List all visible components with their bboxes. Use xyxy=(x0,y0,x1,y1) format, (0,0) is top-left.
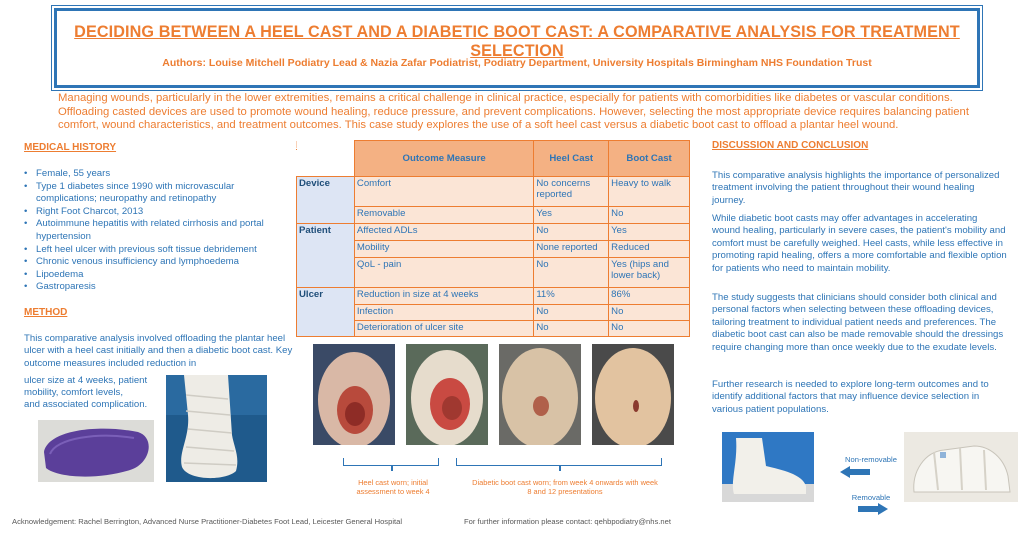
list-item: • Female, 55 years xyxy=(24,168,294,181)
heel-cast-brace xyxy=(343,458,439,466)
table-header-row xyxy=(297,141,690,177)
table-cell: 11% xyxy=(534,288,609,305)
list-item: • Type 1 diabetes since 1990 with microvascular complications; neuropathy and retinopathy xyxy=(24,181,294,206)
table-cell: No xyxy=(534,321,609,337)
removable-label: Removable xyxy=(851,493,891,502)
header-blank-cell xyxy=(297,141,355,177)
table-cell: Reduction in size at 4 weeks xyxy=(354,288,533,305)
medical-history-heading: MEDICAL HISTORY xyxy=(24,142,117,153)
column-header: Boot Cast xyxy=(609,141,690,177)
table-cell: QoL - pain xyxy=(354,258,533,288)
table-cell: Deterioration of ulcer site xyxy=(354,321,533,337)
insole-photo xyxy=(38,420,154,482)
table-row xyxy=(297,177,690,207)
table-cell: Reduced xyxy=(609,241,690,258)
arrow-right-icon xyxy=(858,503,888,515)
wound-photo-week12 xyxy=(592,344,674,445)
table-cell: 86% xyxy=(609,288,690,305)
list-item: • Chronic venous insufficiency and lymphoedema xyxy=(24,256,294,269)
table-row xyxy=(297,241,690,258)
method-text: This comparative analysis involved offloading the plantar heel ulcer with a heel cast initially and then a diabetic boot cast. Key outcome measures included reduction in xyxy=(24,333,293,369)
table-cell: No concerns reported xyxy=(534,177,609,207)
group-label: Patient xyxy=(297,224,355,288)
method-text-line3: and associated complication. xyxy=(24,399,148,410)
table-cell: None reported xyxy=(534,241,609,258)
contact-info: For further information please contact: qehbpodiatry@nhs.net xyxy=(464,517,671,526)
table-cell: No xyxy=(534,224,609,241)
method-text-line1: ulcer size at 4 weeks, patient xyxy=(24,375,148,386)
method-heading: METHOD xyxy=(24,307,68,318)
boot-cast-brace xyxy=(456,458,662,466)
table-cell: Removable xyxy=(354,207,533,224)
results-table xyxy=(296,140,690,337)
table-cell: Yes xyxy=(534,207,609,224)
discussion-heading: DISCUSSION AND CONCLUSION xyxy=(712,140,869,151)
boot-cast-caption: Diabetic boot cast worn; from week 4 onwards with week 8 and 12 presentations xyxy=(472,478,658,496)
table-cell: Yes xyxy=(609,224,690,241)
table-cell: Heavy to walk xyxy=(609,177,690,207)
discussion-para-1: This comparative analysis highlights the importance of personalized treatment involving the patient throughout their wound healing journey. xyxy=(712,170,1000,206)
wound-photo-initial xyxy=(313,344,395,445)
authors-line: Authors: Louise Mitchell Podiatry Lead & Nazia Zafar Podiatrist, Podiatry Department, University Hospitals Birmingham NHS Foundation Trust xyxy=(162,57,872,69)
table-cell: Affected ADLs xyxy=(354,224,533,241)
arrow-left-icon xyxy=(840,466,870,478)
discussion-para-2: While diabetic boot casts may offer advantages in accelerating wound healing, particularly in severe cases, the patient's mobility and comfort must be carefully weighed. Heel casts, while less effective in promoting rapid healing, offers a more comfortable and flexible option for patients who need to maintain mobility. xyxy=(712,213,1007,274)
table-cell: No xyxy=(534,305,609,321)
poster-title: DECIDING BETWEEN A HEEL CAST AND A DIABETIC BOOT CAST: A COMPARATIVE ANALYSIS FOR TREATMENT SELECTION xyxy=(74,23,960,60)
table-cell: No xyxy=(534,258,609,288)
medical-history-list xyxy=(24,168,294,294)
list-item: • Right Foot Charcot, 2013 xyxy=(24,206,294,219)
table-row xyxy=(297,224,690,241)
list-item: • Lipoedema xyxy=(24,269,294,282)
table-cell: No xyxy=(609,305,690,321)
wound-photo-week8 xyxy=(499,344,581,445)
table-row xyxy=(297,288,690,305)
table-cell: No xyxy=(609,321,690,337)
method-text-line2: mobility, comfort levels, xyxy=(24,387,123,398)
boot-cast-non-removable-photo xyxy=(722,432,814,502)
heel-cast-photo xyxy=(166,375,267,482)
group-label: Ulcer xyxy=(297,288,355,337)
table-row xyxy=(297,258,690,288)
title-box xyxy=(54,8,980,88)
group-label: Device xyxy=(297,177,355,224)
table-cell: Infection xyxy=(354,305,533,321)
table-cell: No xyxy=(609,207,690,224)
table-row xyxy=(297,321,690,337)
list-item: • Gastroparesis xyxy=(24,281,294,294)
wound-photo-week4 xyxy=(406,344,488,445)
list-item: • Left heel ulcer with previous soft tissue debridement xyxy=(24,244,294,257)
table-row xyxy=(297,305,690,321)
column-header: Heel Cast xyxy=(534,141,609,177)
acknowledgement: Acknowledgement: Rachel Berrington, Advanced Nurse Practitioner-Diabetes Foot Lead, Leicester General Hospital xyxy=(12,517,403,526)
table-cell: Comfort xyxy=(354,177,533,207)
intro-paragraph: Managing wounds, particularly in the lower extremities, remains a critical challenge in clinical practice, especially for patients with comorbidities like diabetes or vascular conditions. Offloading casted devices are used to promote wound healing, reduce pressure, and prevent complications. However, selecting the most appropriate device requires balancing patient comfort, wound characteristics, and treatment outcomes. This case study explores the use of a soft heel cast versus a diabetic boot cast to offload a plantar heel wound. xyxy=(58,92,969,132)
list-item: • Autoimmune hepatitis with related cirrhosis and portal hypertension xyxy=(24,218,294,243)
table-row xyxy=(297,207,690,224)
heel-cast-caption: Heel cast worn; initial assessment to week 4 xyxy=(356,478,430,496)
discussion-para-4: Further research is needed to explore long-term outcomes and to identify additional factors that may influence device selection in various patient populations. xyxy=(712,379,989,415)
table-cell: Yes (hips and lower back) xyxy=(609,258,690,288)
discussion-para-3: The study suggests that clinicians should consider both clinical and personal factors when selecting between these offloading devices, tailoring treatment to individual patient needs and preferences. The diabetic boot cast can also be made removable should the dressings require changing more than once weekly due to the exudate levels. xyxy=(712,292,1004,353)
boot-cast-removable-photo xyxy=(904,432,1018,502)
column-header: Outcome Measure xyxy=(354,141,533,177)
non-removable-label: Non-removable xyxy=(845,455,897,464)
table-cell: Mobility xyxy=(354,241,533,258)
